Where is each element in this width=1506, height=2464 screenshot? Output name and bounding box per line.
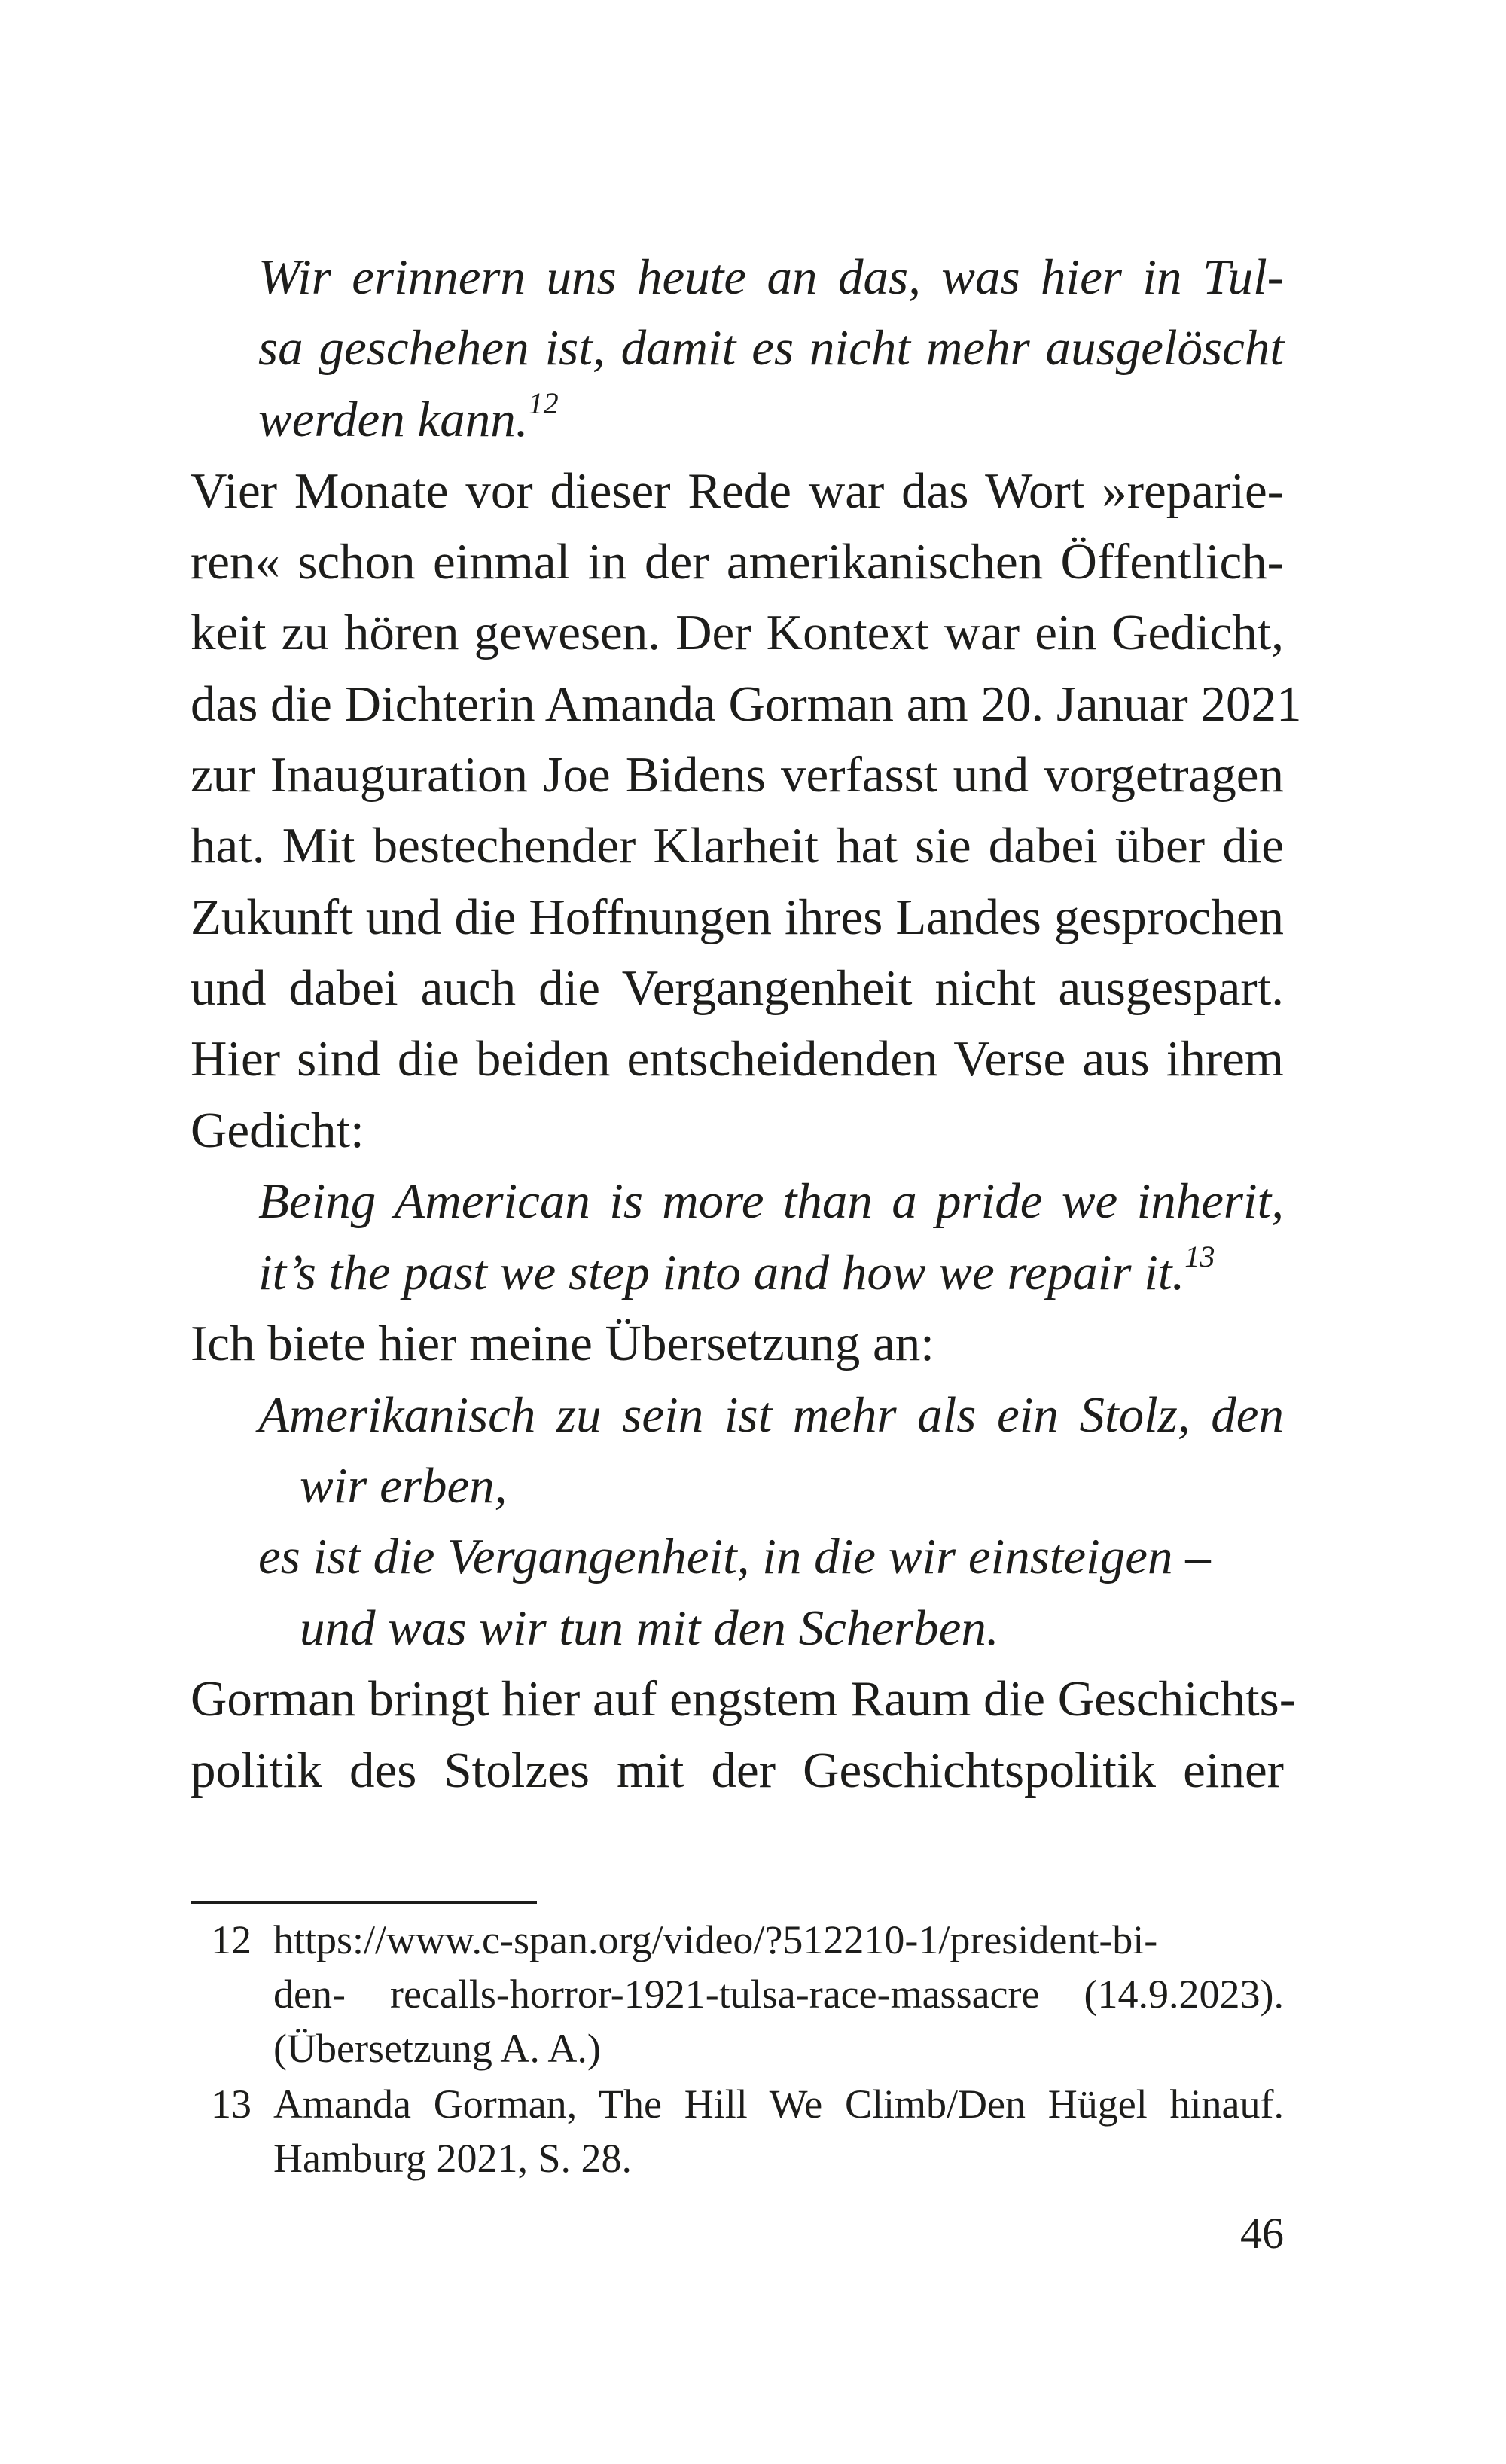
quote-tulsa-line-1: Wir erinnern uns heute an das, was hier in Tul- [258, 249, 1284, 305]
paragraph-1-line-4: das die Dichterin Amanda Gorman am 20. Januar 2021 [191, 676, 1302, 732]
translation-line-3: es ist die Vergangenheit, in die wir einsteigen – [258, 1529, 1211, 1584]
footnote-12-translation-note: (Übersetzung A. A.) [273, 2026, 601, 2071]
footnote-divider [191, 1901, 537, 1904]
paragraph-2-line-1: Gorman bringt hier auf engstem Raum die Geschichts- [191, 1671, 1297, 1727]
footnote-12-url-part-2[interactable]: den- recalls-horror-1921-tulsa-race-massacre (14.9.2023). [273, 1972, 1284, 2017]
translation-line-4: und was wir tun mit den Scherben. [300, 1600, 999, 1656]
translation-intro: Ich biete hier meine Übersetzung an: [191, 1316, 934, 1371]
paragraph-1-line-3: keit zu hören gewesen. Der Kontext war ein Gedicht, [191, 605, 1284, 660]
quote-tulsa-line-3 [258, 384, 1284, 456]
footnote-12-url-part-1[interactable]: https://www.c-span.org/video/?512210-1/president-bi- [273, 1917, 1158, 1962]
page-number: 46 [1240, 2209, 1284, 2258]
footnote-12-line-2 [191, 1967, 1284, 2021]
footnote-12-line-3 [191, 2021, 1284, 2075]
paragraph-1-line-1: Vier Monate vor dieser Rede war das Wort »reparie- [191, 463, 1284, 519]
paragraph-1-line-2: ren« schon einmal in der amerikanischen Öffentlich- [191, 534, 1284, 590]
paragraph-2-line-2: politik des Stolzes mit der Geschichtspolitik einer [191, 1743, 1284, 1798]
translation-line-1: Amerikanisch zu sein ist mehr als ein Stolz, den [258, 1387, 1284, 1443]
quote-tulsa-line-3-text: werden kann. [258, 392, 529, 447]
quote-gorman-line-2 [258, 1237, 1284, 1309]
footnote-12-line-1 [191, 1913, 1284, 1967]
footnote-13-line-1 [191, 2077, 1284, 2131]
quote-gorman-line-1: Being American is more than a pride we inherit, [258, 1173, 1284, 1229]
paragraph-1-line-9: Hier sind die beiden entscheidenden Verse aus ihrem [191, 1031, 1284, 1087]
footnote-12-number: 12 [211, 1917, 252, 1962]
paragraph-1-line-8: und dabei auch die Vergangenheit nicht ausgespart. [191, 960, 1284, 1016]
paragraph-1-line-7: Zukunft und die Hoffnungen ihres Landes gesprochen [191, 889, 1284, 945]
footnote-13-citation-cont: Hamburg 2021, S. 28. [273, 2136, 633, 2181]
footnote-13-citation: Amanda Gorman, The Hill We Climb/Den Hügel hinauf. [273, 2081, 1284, 2127]
paragraph-1-line-5: zur Inauguration Joe Bidens verfasst und vorgetragen [191, 747, 1284, 803]
footnote-13-number: 13 [211, 2081, 252, 2127]
quote-gorman-line-2-text: it’s the past we step into and how we repair it. [258, 1245, 1185, 1301]
quote-tulsa-line-2: sa geschehen ist, damit es nicht mehr ausgelöscht [258, 320, 1284, 376]
footnote-ref-12[interactable]: 12 [528, 386, 559, 420]
paragraph-1-line-6: hat. Mit bestechender Klarheit hat sie dabei über die [191, 818, 1284, 874]
translation-line-2: wir erben, [300, 1458, 508, 1514]
footnote-ref-13[interactable]: 13 [1184, 1239, 1215, 1273]
footnote-13-line-2 [191, 2131, 1284, 2185]
paragraph-1-line-10: Gedicht: [191, 1102, 364, 1158]
